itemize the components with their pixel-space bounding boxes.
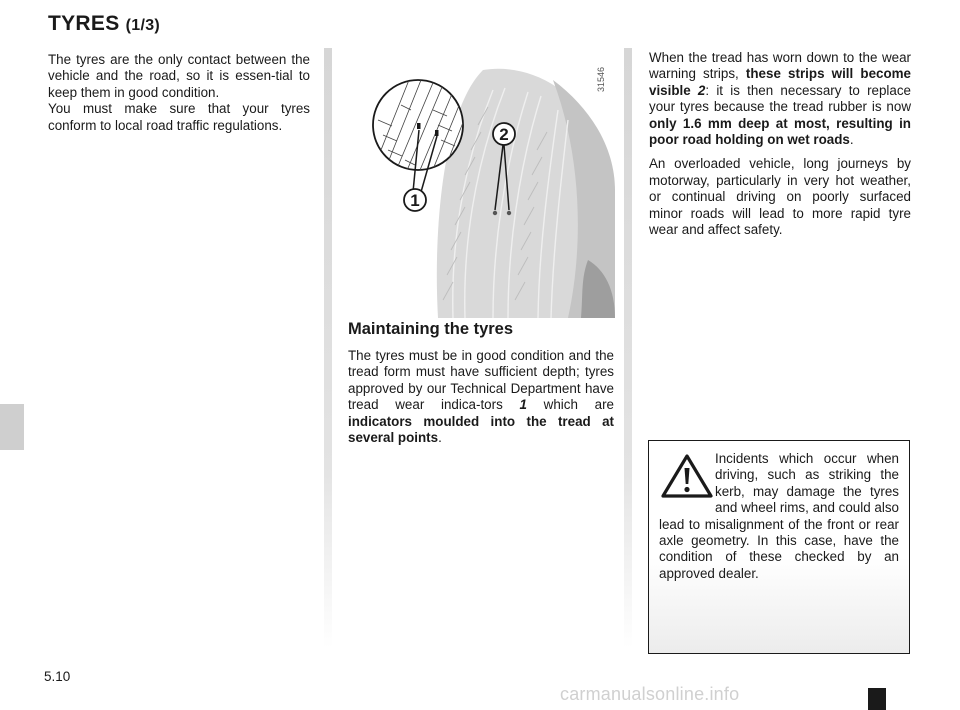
maintaining-text-a: The tyres must be in good condition and the tread form must have sufficient depth; tyres approved by our Technical Department have tread wear indica-tors (348, 348, 614, 413)
section-heading-maintaining: Maintaining the tyres (348, 320, 514, 338)
overload-paragraph: An overloaded vehicle, long journeys by motorway, particularly in very hot weather, or continual driving on poorly surfaced minor roads will lead to more rapid tyre wear and affect safety. (649, 156, 911, 238)
maintaining-text-c: . (438, 430, 442, 446)
column-divider-left (324, 48, 332, 648)
page-number: 5.10 (44, 669, 71, 684)
maintaining-text-b: which are (526, 397, 614, 413)
page-title-main: TYRES (48, 12, 120, 35)
chapter-side-tab (0, 404, 24, 450)
tyre-tread-illustration (343, 50, 615, 318)
tread-wear-ref-2: 2 (697, 82, 706, 98)
maintaining-paragraph (348, 348, 614, 454)
intro-column (48, 52, 310, 142)
watermark: carmanualsonline.info (560, 684, 740, 704)
maintaining-ref-1: 1 (519, 397, 527, 413)
tread-wear-paragraph: When the tread has worn down to the wear warning strips, these strips will become visible 2: it is then necessary to replace your tyres because the tread rubber is now only 1.6 mm deep at most, resulting in poor road holding on wet roads. (649, 50, 912, 148)
column-divider-right (624, 48, 632, 648)
maintaining-bold: indicators moulded into the tread at several points (348, 413, 614, 446)
callout-1-label: 1 (410, 191, 420, 210)
figure-code: 31546 (596, 66, 606, 92)
page-title-sub: (1/3) (125, 17, 161, 34)
callout-2-label: 2 (499, 125, 509, 144)
warning-box (648, 440, 910, 654)
page-corner-mark (868, 688, 886, 710)
tread-wear-column (649, 50, 911, 246)
warning-text: Incidents which occur when driving, such as striking the kerb, may damage the tyres and wheel rims, and could also lead to misalignment of the front or rear axle geometry. In this case, have the condition of these checked by an approved dealer. (659, 451, 899, 581)
intro-paragraph-2: You must make sure that your tyres conform to local road traffic regulations. (48, 101, 310, 133)
intro-paragraph-1: The tyres are the only contact between the vehicle and the road, so it is essen-tial to keep them in good condition. (48, 52, 310, 100)
page-title (48, 12, 160, 36)
